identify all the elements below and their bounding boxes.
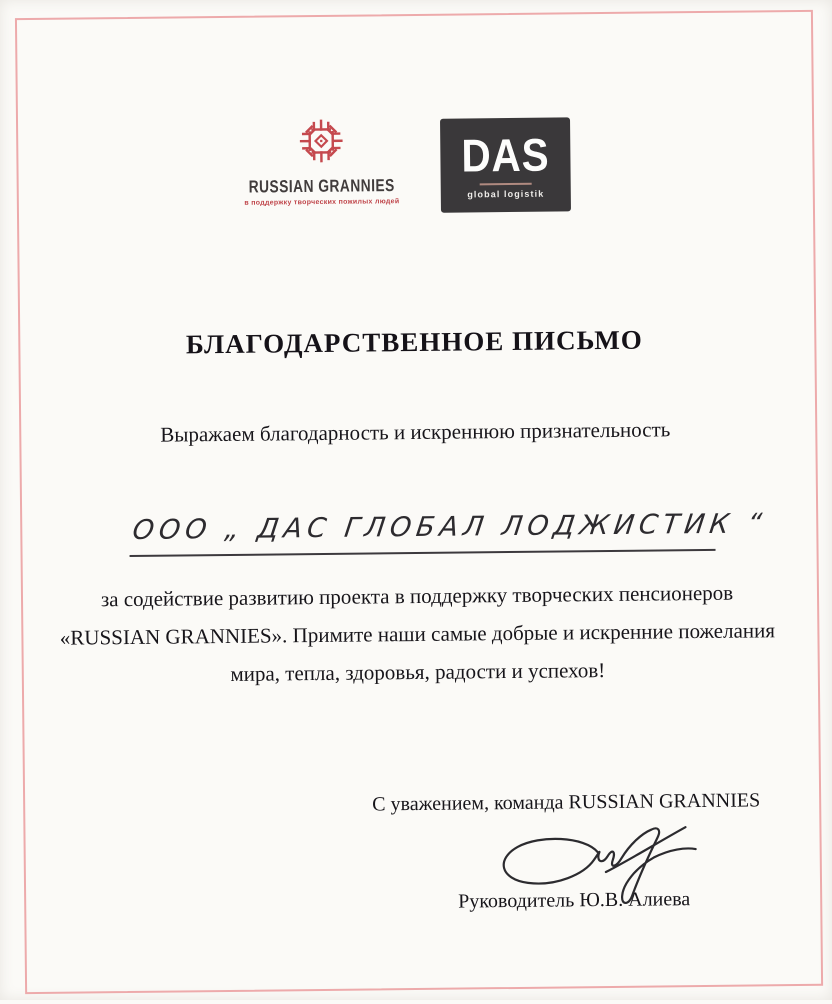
recipient-handwritten-text: ООО „ ДАС ГЛОБАЛ ЛОДЖИСТИК “ <box>130 508 769 546</box>
letter-body-line: мира, тепла, здоровья, радости и успехов! <box>230 658 606 686</box>
letter-closing: С уважением, команда RUSSIAN GRANNIES <box>372 789 761 816</box>
das-subtitle: global logistik <box>467 188 545 199</box>
letter-title: БЛАГОДАРСТВЕННОЕ ПИСЬМО <box>185 324 643 360</box>
russian-grannies-wordmark: RUSSIAN GRANNIES <box>248 176 395 198</box>
russian-grannies-logo <box>241 116 402 207</box>
letter-body <box>41 573 794 695</box>
das-logo <box>440 117 571 212</box>
recipient-underline <box>129 501 769 557</box>
das-divider-line <box>480 182 532 185</box>
letter-body-line: за содействие развитию проекта в поддержку творческих пенсионеров <box>100 580 734 612</box>
das-wordmark: DAS <box>461 128 550 182</box>
letter-intro: Выражаем благодарность и искреннюю признательность <box>160 417 671 447</box>
folk-ornament-icon <box>298 117 345 165</box>
russian-grannies-tagline: в поддержку творческих пожилых людей <box>244 198 400 207</box>
letter-body-line: «RUSSIAN GRANNIES». Примите наши самые добрые и искренние пожелания <box>59 618 776 650</box>
signed-by-line: Руководитель Ю.В. Алиева <box>458 888 691 913</box>
